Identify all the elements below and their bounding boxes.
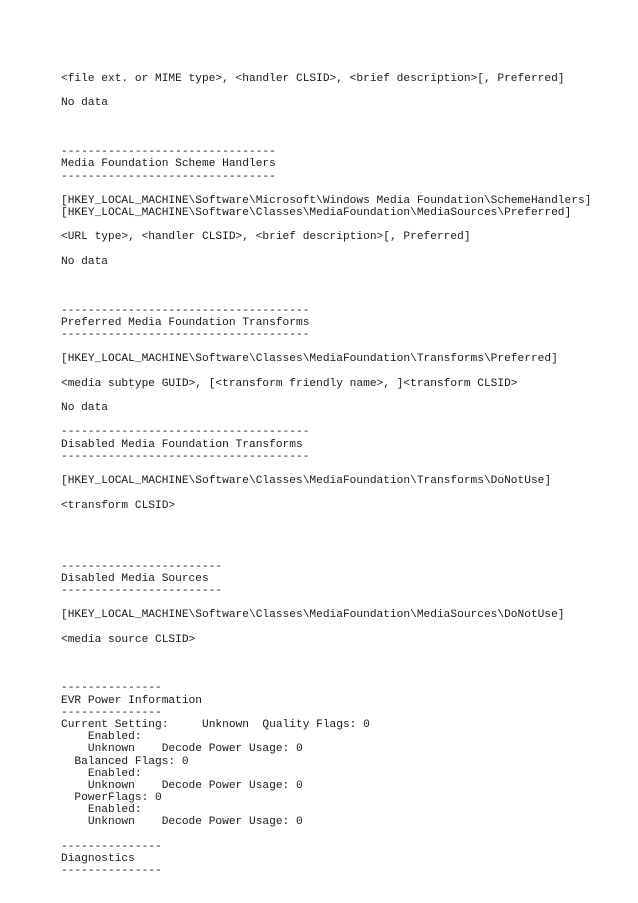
text-line: Enabled:	[61, 804, 142, 817]
text-line: ---------------	[61, 840, 162, 853]
blank-line	[61, 219, 631, 231]
blank-line	[61, 244, 631, 256]
document-page	[61, 73, 631, 877]
blank-line	[61, 658, 631, 670]
text-line: EVR Power Information	[61, 694, 202, 707]
text-line: ---------------	[61, 706, 162, 719]
text-line: --------------------------------	[61, 146, 276, 159]
text-line: Diagnostics	[61, 853, 135, 865]
text-line: <file ext. or MIME type>, <handler CLSID>, <brief description>[, Preferred]	[61, 73, 565, 85]
blank-line	[61, 414, 631, 426]
text-line: Unknown Decode Power Usage: 0	[61, 779, 303, 792]
text-line: -------------------------------------	[61, 304, 310, 317]
text-line: No data	[61, 255, 108, 268]
text-line: PowerFlags: 0	[61, 792, 162, 805]
text-line: ------------------------	[61, 584, 223, 597]
blank-line	[61, 512, 631, 524]
text-line: Disabled Media Sources	[61, 572, 209, 585]
text-line: Disabled Media Foundation Transforms	[61, 438, 303, 451]
text-line: ------------------------	[61, 560, 223, 573]
text-line: [HKEY_LOCAL_MACHINE\Software\Classes\MediaFoundation\MediaSources\DoNotUse]	[61, 609, 565, 622]
text-line: --------------------------------	[61, 170, 276, 183]
blank-line	[61, 536, 631, 548]
text-line: -------------------------------------	[61, 450, 310, 463]
text-line: ---------------	[61, 865, 162, 878]
text-line: Unknown Decode Power Usage: 0	[61, 743, 303, 756]
text-line: [HKEY_LOCAL_MACHINE\Software\Classes\MediaFoundation\Transforms\DoNotUse]	[61, 475, 552, 488]
text-line: Unknown Decode Power Usage: 0	[61, 816, 303, 829]
text-line: Enabled:	[61, 767, 142, 780]
text-line: [HKEY_LOCAL_MACHINE\Software\Classes\MediaFoundation\Transforms\Preferred]	[61, 353, 558, 366]
text-line: Preferred Media Foundation Transforms	[61, 316, 310, 329]
blank-line	[61, 548, 631, 560]
text-line: <transform CLSID>	[61, 499, 176, 512]
text-line: -------------------------------------	[61, 328, 310, 341]
text-line: [HKEY_LOCAL_MACHINE\Software\Classes\MediaFoundation\MediaSources\Preferred]	[61, 207, 572, 220]
blank-line	[61, 110, 631, 122]
text-line: -------------------------------------	[61, 426, 310, 439]
text-line: ---------------	[61, 682, 162, 695]
text-line: Current Setting: Unknown Quality Flags: 0	[61, 718, 370, 731]
text-line: No data	[61, 97, 108, 110]
text-line: <URL type>, <handler CLSID>, <brief description>[, Preferred]	[61, 231, 471, 244]
blank-line	[61, 268, 631, 280]
blank-line	[61, 646, 631, 658]
blank-line	[61, 524, 631, 536]
text-line: Balanced Flags: 0	[61, 755, 189, 768]
blank-line	[61, 621, 631, 633]
blank-line	[61, 183, 631, 195]
blank-line	[61, 829, 631, 841]
text-line: Media Foundation Scheme Handlers	[61, 158, 276, 171]
text-line: No data	[61, 402, 108, 415]
blank-line	[61, 122, 631, 134]
text-line: <media subtype GUID>, [<transform friendly name>, ]<transform CLSID>	[61, 377, 518, 390]
blank-line	[61, 487, 631, 499]
blank-line	[61, 366, 631, 378]
blank-line	[61, 597, 631, 609]
blank-line	[61, 390, 631, 402]
blank-line	[61, 292, 631, 304]
blank-line	[61, 134, 631, 146]
blank-line	[61, 280, 631, 292]
text-line: <media source CLSID>	[61, 633, 196, 646]
text-line: [HKEY_LOCAL_MACHINE\Software\Microsoft\Windows Media Foundation\SchemeHandlers]	[61, 194, 592, 207]
text-line: Enabled:	[61, 731, 142, 744]
blank-line	[61, 670, 631, 682]
blank-line	[61, 463, 631, 475]
blank-line	[61, 341, 631, 353]
blank-line	[61, 85, 631, 97]
